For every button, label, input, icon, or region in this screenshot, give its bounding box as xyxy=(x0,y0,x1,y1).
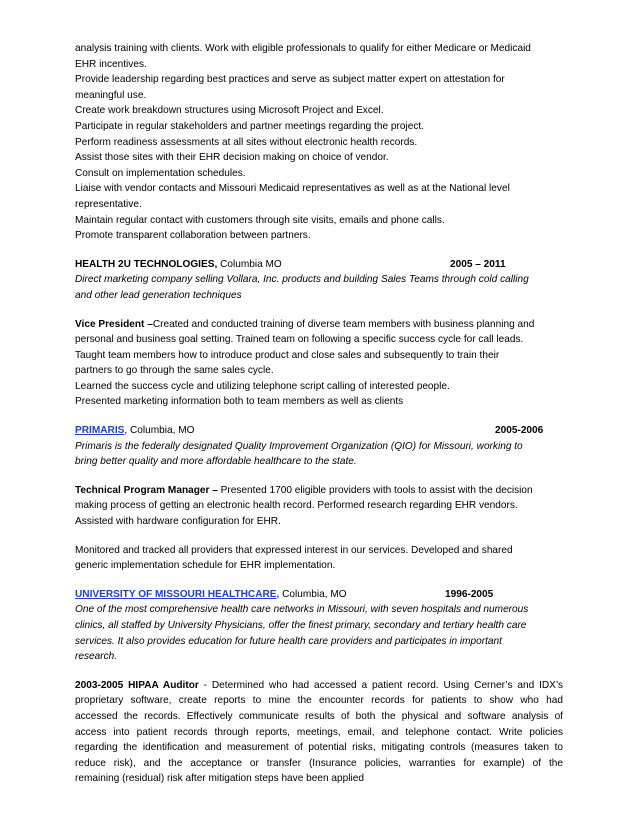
intro-line: Create work breakdown structures using Microsoft Project and Excel. xyxy=(75,105,384,117)
company-name: HEALTH 2U TECHNOLOGIES, xyxy=(75,258,218,270)
company-description: clinics, all staffed by University Physicians, offer the finest primary, secondary and tertiary health care xyxy=(75,620,527,631)
intro-line: Promote transparent collaboration between partners. xyxy=(75,230,311,242)
intro-line: EHR incentives. xyxy=(75,58,147,70)
role-first-line: Technical Program Manager – Presented 1700 eligible providers with tools to assist with the decision xyxy=(75,484,533,496)
job-header xyxy=(75,587,563,603)
company-location: , Columbia, MO xyxy=(124,425,195,437)
role-title: 2003-2005 HIPAA Auditor xyxy=(75,679,199,691)
intro-line: Liaise with vendor contacts and Missouri Medicaid representatives as well as at the National level xyxy=(75,183,510,195)
role-line: making process of getting an electronic health record. Performed research regarding EHR vendors. xyxy=(75,500,518,512)
role-line: access into patient records through reports, meetings, email, and telephone contact. Write policies xyxy=(75,726,563,738)
job-dates: 1996-2005 xyxy=(445,588,494,600)
intro-line: meaningful use. xyxy=(75,89,147,101)
company-description: One of the most comprehensive health care networks in Missouri, with seven hospitals and numerous xyxy=(75,604,529,616)
company-link-umh[interactable]: UNIVERSITY OF MISSOURI HEALTHCARE, xyxy=(75,588,280,600)
company-description: and other lead generation techniques xyxy=(75,289,242,301)
role-line: Assisted with hardware configuration for EHR. xyxy=(75,516,281,528)
role-title: Technical Program Manager – xyxy=(75,484,218,496)
role-line: partners to go through the same sales cycle. xyxy=(75,365,274,377)
job-header xyxy=(75,257,563,273)
role-line: Presented marketing information both to team members as well as clients xyxy=(75,396,404,408)
intro-line: analysis training with clients. Work with eligible professionals to qualify for either Medicare or Medicaid xyxy=(75,43,531,54)
company-location: Columbia MO xyxy=(217,258,282,270)
company-description: services. It also provides education for future health care providers and participates in important xyxy=(75,635,502,647)
role-line: regarding the identification and measurement of potential risks, mitigating controls (measures taken to xyxy=(75,742,563,754)
role-line: generic implementation schedule for EHR implementation. xyxy=(75,560,336,572)
role-line: proprietary software, create reports to mine the encounter records for patients to show who had xyxy=(75,695,563,707)
intro-line: Assist those sites with their EHR decision making on choice of vendor. xyxy=(75,152,389,164)
job-dates: 2005-2006 xyxy=(495,425,544,437)
role-line: personal and business goal setting. Trained team on following a specific success cycle for call leads. xyxy=(75,334,524,346)
job-dates: 2005 – 2011 xyxy=(450,258,506,270)
intro-section xyxy=(75,41,563,244)
role-title: Vice President – xyxy=(75,318,153,330)
intro-line: Participate in regular stakeholders and partner meetings regarding the project. xyxy=(75,120,424,132)
role-line: accessed the records. Effectively communicate results of both the physical and software analysis of xyxy=(75,710,563,722)
intro-line: Consult on implementation schedules. xyxy=(75,167,246,179)
company-description: Direct marketing company selling Vollara, Inc. products and building Sales Teams through cold calling xyxy=(75,274,529,286)
role-line: Monitored and tracked all providers that expressed interest in our services. Developed and shared xyxy=(75,544,513,556)
company-description: bring better quality and more affordable healthcare to the state. xyxy=(75,456,357,468)
company-description: research. xyxy=(75,651,118,663)
company-link-primaris[interactable]: PRIMARIS xyxy=(75,425,125,437)
role-line: remaining (residual) risk after mitigation steps have been applied xyxy=(75,773,364,785)
role-line: Learned the success cycle and utilizing telephone script calling of interested people. xyxy=(75,380,450,392)
intro-line: Provide leadership regarding best practices and serve as subject matter expert on attestation for xyxy=(75,74,505,86)
job-health2u xyxy=(75,257,563,410)
role-first-line: Vice President –Created and conducted training of diverse team members with business planning and xyxy=(75,318,535,330)
resume-content xyxy=(75,41,563,787)
job-header xyxy=(75,423,563,439)
company-description: Primaris is the federally designated Quality Improvement Organization (QIO) for Missouri, working to xyxy=(75,440,523,452)
role-first-line: 2003-2005 HIPAA Auditor - Determined who had accessed a patient record. Using Cerner’s and IDX’s xyxy=(75,679,563,691)
job-umh xyxy=(75,587,563,787)
company-location: Columbia, MO xyxy=(279,588,347,600)
role-line: Taught team members how to introduce product and close sales and subsequently to train their xyxy=(75,349,500,361)
intro-line: Maintain regular contact with customers through site visits, emails and phone calls. xyxy=(75,214,445,226)
job-primaris xyxy=(75,423,563,574)
role-line: reduce risk), and the acceptance or transfer (Insurance policies, warranties for example) of the xyxy=(75,757,563,769)
intro-line: representative. xyxy=(75,198,142,210)
intro-line: Perform readiness assessments at all sites without electronic health records. xyxy=(75,136,418,148)
